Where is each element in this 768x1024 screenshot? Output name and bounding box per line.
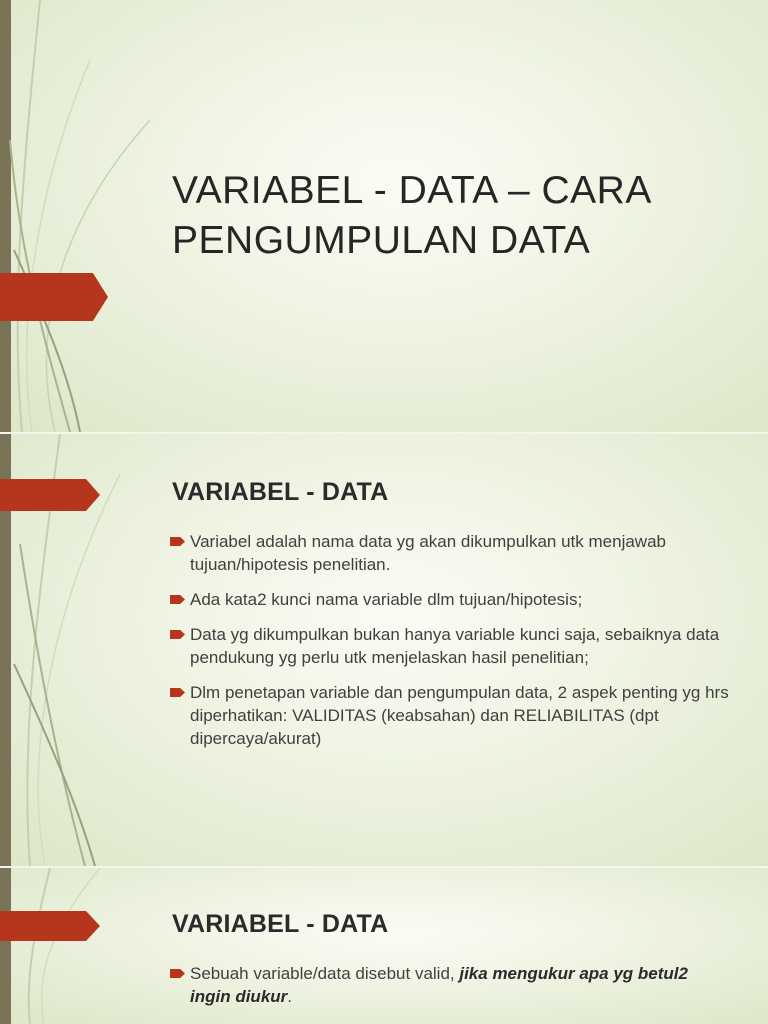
bullet-text: Data yg dikumpulkan bukan hanya variable kunci saja, sebaiknya data pendukung yg perlu utk menjelaskan hasil penelitian; (190, 625, 720, 667)
slide-heading: VARIABEL - DATA (172, 910, 389, 938)
bullet-emphasis: jika mengukur apa yg betul2 ingin diukur (190, 964, 688, 1006)
bullet-text: Ada kata2 kunci nama variable dlm tujuan/hipotesis; (190, 590, 583, 609)
title-line-2: PENGUMPULAN DATA (172, 219, 591, 262)
title-line-1: VARIABEL - DATA – CARA (172, 169, 652, 212)
arrow-bullet-icon (170, 537, 185, 546)
list-item (170, 588, 730, 611)
chevron-tab (0, 273, 108, 321)
content-slide-2 (0, 868, 768, 1024)
list-item (170, 681, 730, 750)
bullet-end: . (287, 987, 293, 1006)
title-slide (0, 0, 768, 432)
decorative-swoosh (0, 868, 160, 1024)
arrow-bullet-icon (170, 630, 185, 639)
slide-heading: VARIABEL - DATA (172, 478, 389, 506)
bullet-list (170, 962, 730, 1020)
decorative-swoosh (0, 0, 160, 432)
list-item (170, 962, 730, 1008)
arrow-bullet-icon (170, 969, 185, 978)
bullet-text: Sebuah variable/data disebut valid, (190, 964, 460, 983)
chevron-tab (0, 911, 100, 941)
slide-title (172, 166, 742, 266)
list-item (170, 623, 730, 669)
chevron-tab (0, 479, 100, 511)
list-item (170, 530, 730, 576)
bullet-list (170, 530, 730, 762)
content-slide-1 (0, 434, 768, 866)
arrow-bullet-icon (170, 688, 185, 697)
bullet-text: Variabel adalah nama data yg akan dikumpulkan utk menjawab tujuan/hipotesis penelitian. (190, 532, 666, 574)
arrow-bullet-icon (170, 595, 185, 604)
bullet-text: Dlm penetapan variable dan pengumpulan data, 2 aspek penting yg hrs diperhatikan: VALIDITAS (keabsahan) dan RELIABILITAS (dpt dipercaya/akurat) (190, 683, 729, 748)
